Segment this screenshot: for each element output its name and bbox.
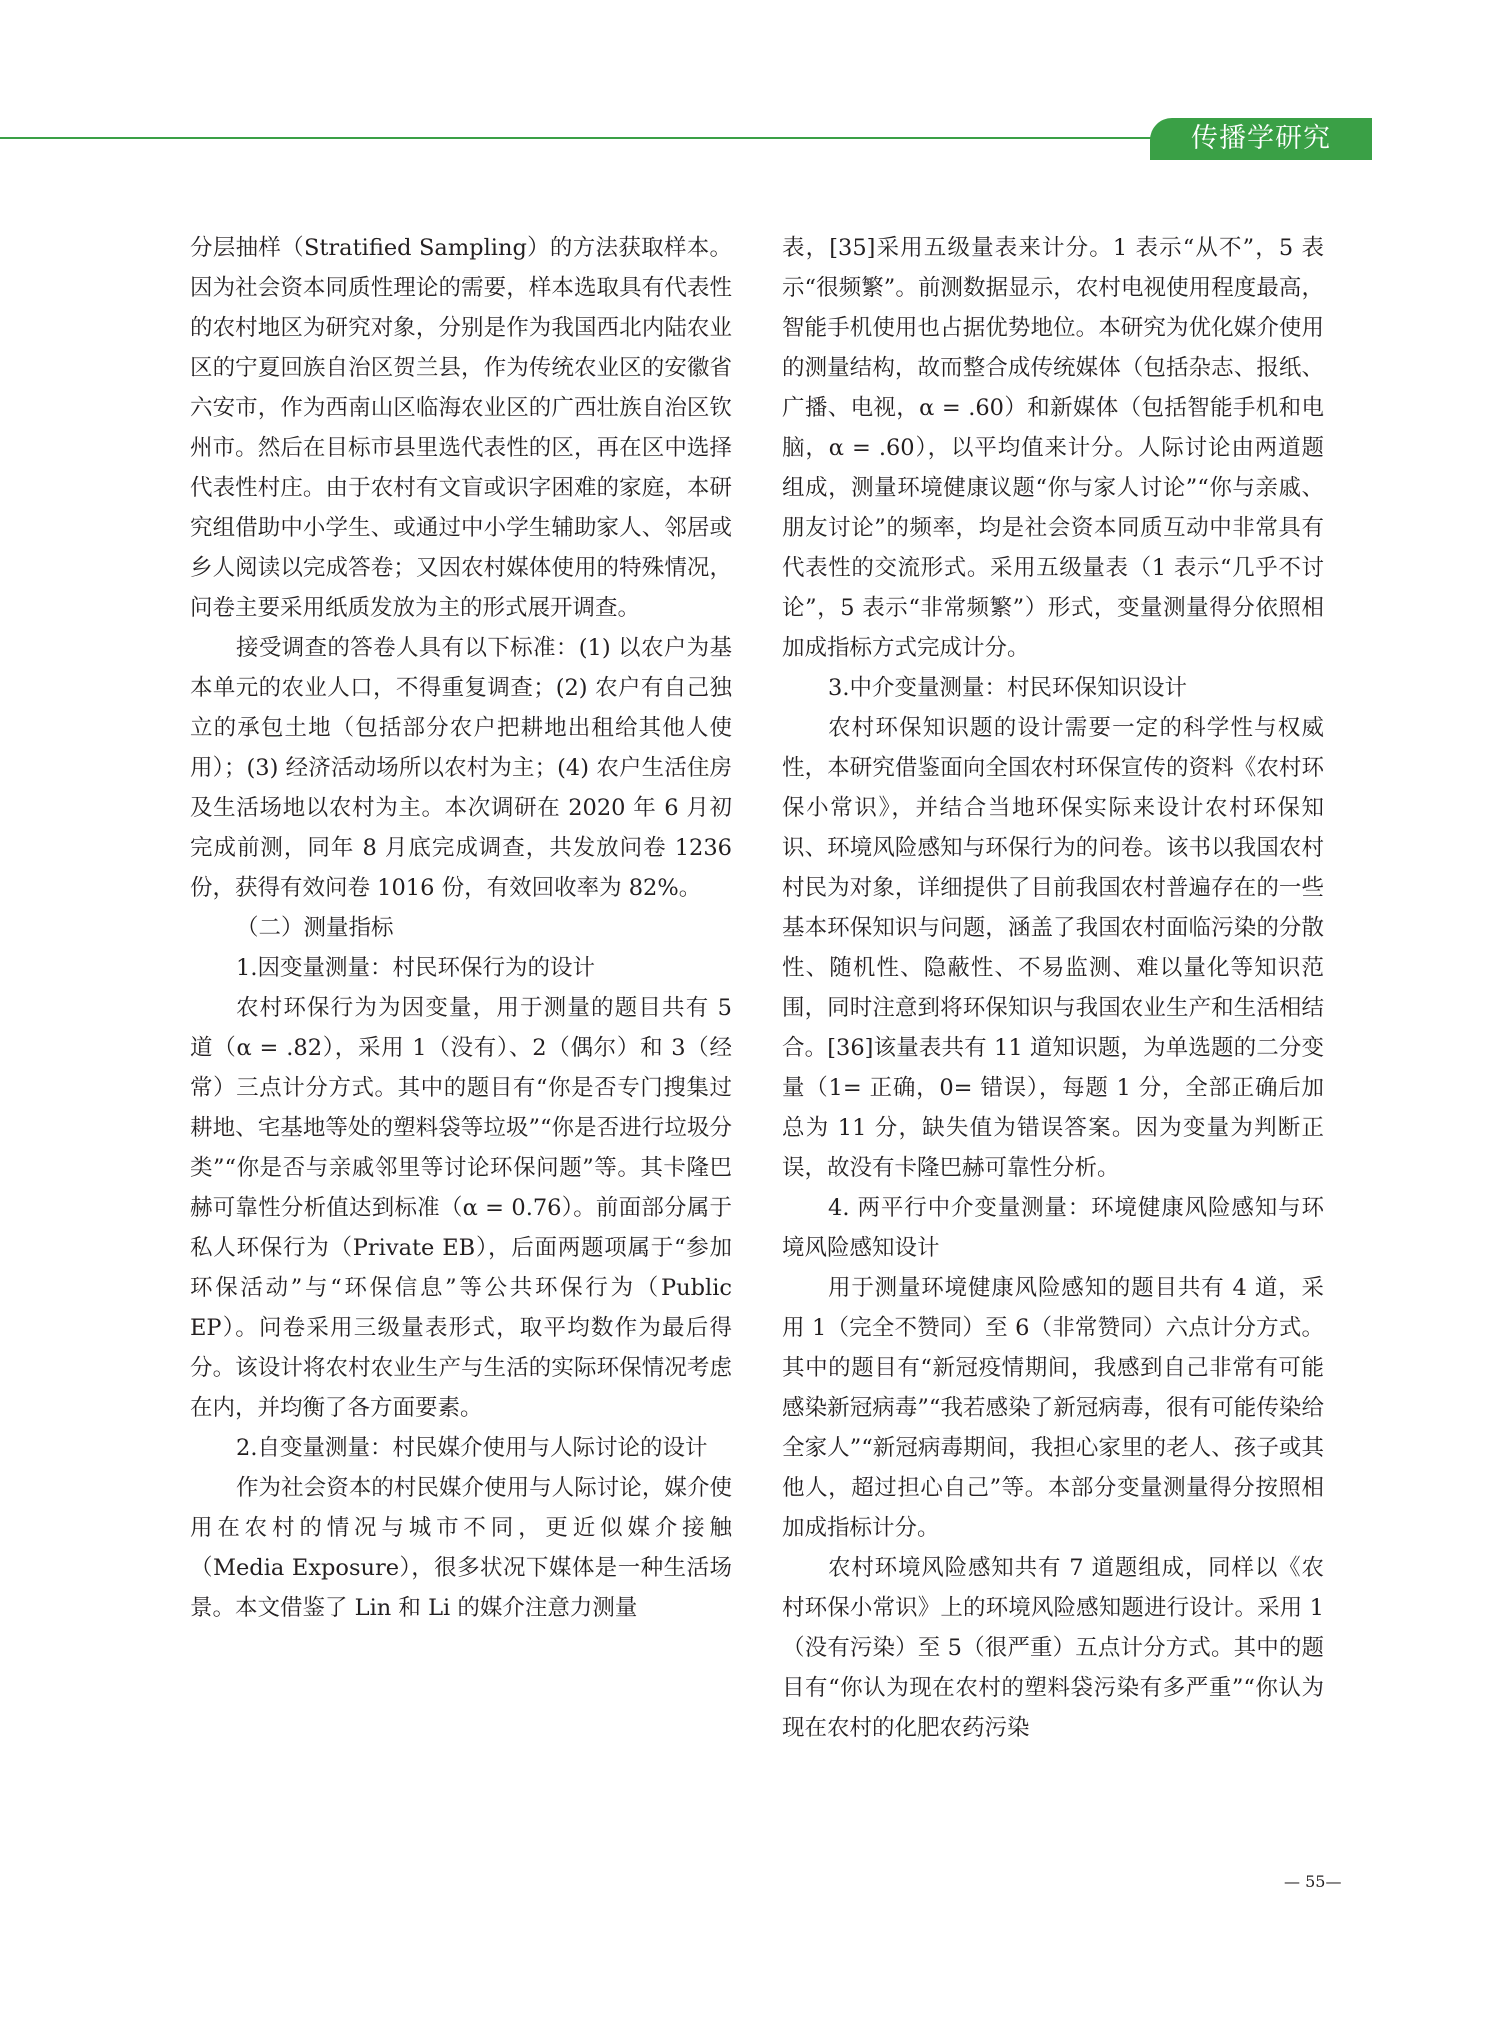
header-rule xyxy=(0,137,1172,139)
subsection-heading: 3.中介变量测量：村民环保知识设计 xyxy=(828,675,1187,701)
section-heading: （二）测量指标 xyxy=(236,915,394,941)
paragraph: 农村环保行为为因变量，用于测量的题目共有 5 道（α = .82），采用 1（没有）、2（偶尔）和 3（经常）三点计分方式。其中的题目有“你是否专门搜集过耕地、宅基地等处的塑料袋等垃圾”“你是否进行垃圾分类”“你是否与亲戚邻里等讨论环保问题”等。其卡隆巴赫可靠性分析值达到标准（α = 0.76）。前面部分属于私人环保行为（Private EB），后面两题项属于“参加环保活动”与“环保信息”等公共环保行为（Public EP）。问卷采用三级量表形式，取平均数作为最后得分。该设计将农村农业生产与生活的实际环保情况考虑在内，并均衡了各方面要素。 xyxy=(190,995,732,1421)
subsection-heading: 4. 两平行中介变量测量：环境健康风险感知与环境风险感知设计 xyxy=(782,1195,1324,1261)
paragraph: 用于测量环境健康风险感知的题目共有 4 道，采用 1（完全不赞同）至 6（非常赞同）六点计分方式。其中的题目有“新冠疫情期间，我感到自己非常有可能感染新冠病毒”“我若感染了新冠病毒，很有可能传染给全家人”“新冠病毒期间，我担心家里的老人、孩子或其他人，超过担心自己”等。本部分变量测量得分按照相加成指标计分。 xyxy=(782,1275,1324,1541)
paragraph: 表，[35]采用五级量表来计分。1 表示“从不”，5 表示“很频繁”。前测数据显示，农村电视使用程度最高，智能手机使用也占据优势地位。本研究为优化媒介使用的测量结构，故而整合成传统媒体（包括杂志、报纸、广播、电视，α = .60）和新媒体（包括智能手机和电脑，α = .60），以平均值来计分。人际讨论由两道题组成，测量环境健康议题“你与家人讨论”“你与亲戚、朋友讨论”的频率，均是社会资本同质互动中非常具有代表性的交流形式。采用五级量表（1 表示“几乎不讨论”，5 表示“非常频繁”）形式，变量测量得分依照相加成指标方式完成计分。 xyxy=(782,235,1324,661)
paragraph: 农村环境风险感知共有 7 道题组成，同样以《农村环保小常识》上的环境风险感知题进行设计。采用 1（没有污染）至 5（很严重）五点计分方式。其中的题目有“你认为现在农村的塑料袋污染有多严重”“你认为现在农村的化肥农药污染 xyxy=(782,1555,1324,1741)
subsection-heading: 2.自变量测量：村民媒介使用与人际讨论的设计 xyxy=(236,1435,708,1461)
right-column xyxy=(782,228,1324,1748)
paragraph: 农村环保知识题的设计需要一定的科学性与权威性，本研究借鉴面向全国农村环保宣传的资料《农村环保小常识》，并结合当地环保实际来设计农村环保知识、环境风险感知与环保行为的问卷。该书以我国农村村民为对象，详细提供了目前我国农村普遍存在的一些基本环保知识与问题，涵盖了我国农村面临污染的分散性、随机性、隐蔽性、不易监测、难以量化等知识范围，同时注意到将环保知识与我国农业生产和生活相结合。[36]该量表共有 11 道知识题，为单选题的二分变量（1= 正确，0= 错误），每题 1 分，全部正确后加总为 11 分，缺失值为错误答案。因为变量为判断正误，故没有卡隆巴赫可靠性分析。 xyxy=(782,715,1324,1181)
section-tab: 传播学研究 xyxy=(1150,118,1372,160)
page-number: — 55— xyxy=(1284,1872,1342,1891)
paragraph: 接受调查的答卷人具有以下标准：(1) 以农户为基本单元的农业人口，不得重复调查；(2) 农户有自己独立的承包土地（包括部分农户把耕地出租给其他人使用）；(3) 经济活动场所以农村为主；(4) 农户生活住房及生活场地以农村为主。本次调研在 2020 年 6 月初完成前测，同年 8 月底完成调查，共发放问卷 1236 份，获得有效问卷 1016 份，有效回收率为 82%。 xyxy=(190,635,732,901)
paragraph: 分层抽样（Stratified Sampling）的方法获取样本。因为社会资本同质性理论的需要，样本选取具有代表性的农村地区为研究对象，分别是作为我国西北内陆农业区的宁夏回族自治区贺兰县，作为传统农业区的安徽省六安市，作为西南山区临海农业区的广西壮族自治区钦州市。然后在目标市县里选代表性的区，再在区中选择代表性村庄。由于农村有文盲或识字困难的家庭，本研究组借助中小学生、或通过中小学生辅助家人、邻居或乡人阅读以完成答卷；又因农村媒体使用的特殊情况，问卷主要采用纸质发放为主的形式展开调查。 xyxy=(190,235,732,621)
paragraph: 作为社会资本的村民媒介使用与人际讨论，媒介使用在农村的情况与城市不同，更近似媒介接触（Media Exposure），很多状况下媒体是一种生活场景。本文借鉴了 Lin 和 Li 的媒介注意力测量 xyxy=(190,1475,732,1621)
subsection-heading: 1.因变量测量：村民环保行为的设计 xyxy=(236,955,595,981)
left-column xyxy=(190,228,732,1628)
